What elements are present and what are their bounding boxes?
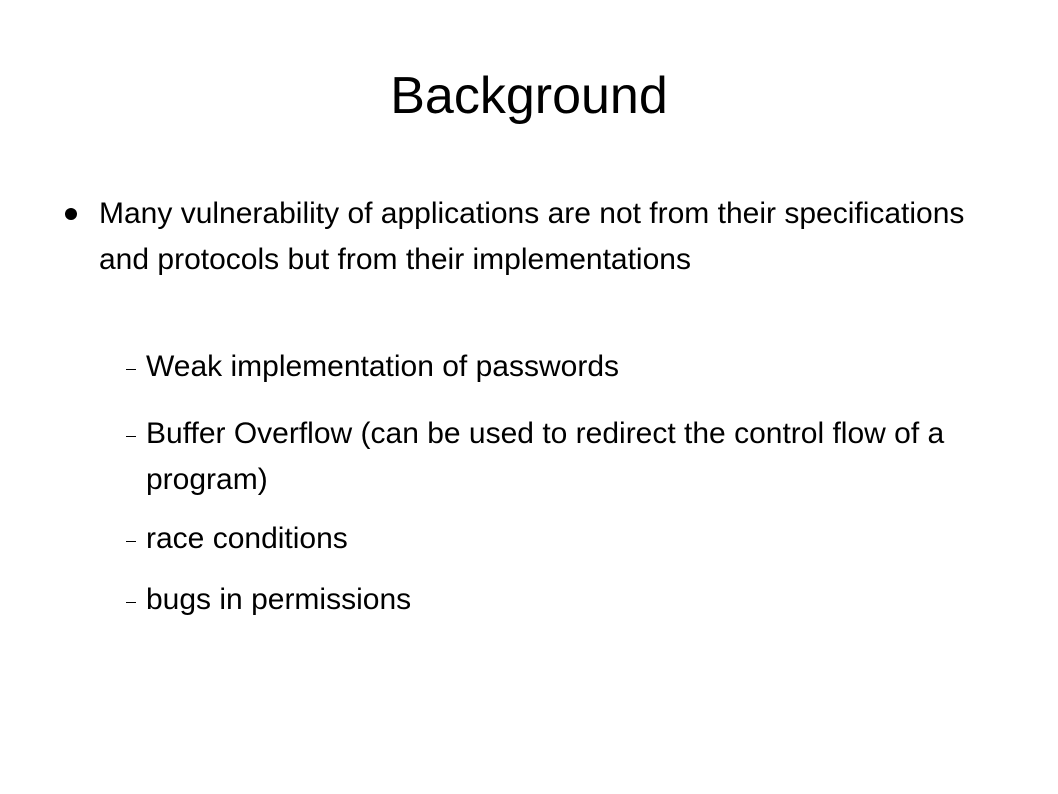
sub-bullet-item	[146, 577, 1016, 623]
sub-bullet-text: race conditions	[146, 522, 348, 555]
dash-bullet-icon	[126, 541, 136, 542]
sub-bullet-item	[146, 411, 1016, 503]
sub-bullet-item	[146, 344, 1016, 390]
bullet-item	[99, 191, 999, 283]
dash-bullet-icon	[126, 369, 136, 370]
slide-title: Background	[390, 67, 668, 125]
dash-bullet-icon	[126, 436, 136, 437]
sub-bullet-item	[146, 516, 1016, 562]
bullet-dot-icon	[65, 208, 77, 220]
sub-bullet-text: bugs in permissions	[146, 583, 412, 616]
sub-bullet-text: Buffer Overflow (can be used to redirect the control flow of a program)	[146, 417, 945, 496]
bullet-text: Many vulnerability of applications are not from their specifications and protocols but from their implementations	[99, 197, 965, 276]
sub-bullet-text: Weak implementation of passwords	[146, 350, 619, 383]
dash-bullet-icon	[126, 602, 136, 603]
